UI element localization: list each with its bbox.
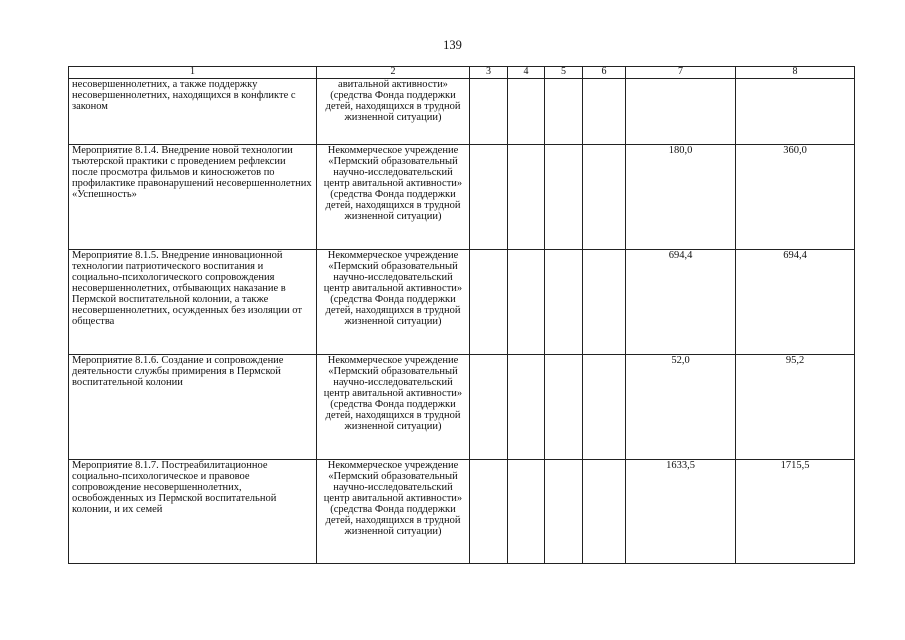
col-6-cell	[583, 145, 626, 250]
col-4-cell	[508, 145, 545, 250]
activity-description: Мероприятие 8.1.6. Создание и сопровождение деятельности службы примирения в Пермской воспитательной колонии	[69, 355, 317, 460]
page-number: 139	[443, 38, 462, 52]
col-3-cell	[470, 460, 508, 564]
table-row	[69, 79, 855, 145]
header-col-7: 7	[626, 67, 736, 79]
col-7-cell: 180,0	[626, 145, 736, 250]
col-5-cell	[545, 460, 583, 564]
col-7-cell: 52,0	[626, 355, 736, 460]
header-col-6: 6	[583, 67, 626, 79]
col-5-cell	[545, 79, 583, 145]
program-table	[68, 66, 855, 564]
executor-cell: авитальной активности» (средства Фонда поддержки детей, находящихся в трудной жизненной ситуации)	[317, 79, 470, 145]
executor-cell: Некоммерческое учреждение «Пермский образовательный научно-исследовательский центр авитальной активности» (средства Фонда поддержки детей, находящихся в трудной жизненной ситуации)	[317, 355, 470, 460]
col-6-cell	[583, 460, 626, 564]
header-col-4: 4	[508, 67, 545, 79]
col-7-cell: 694,4	[626, 250, 736, 355]
header-col-3: 3	[470, 67, 508, 79]
col-3-cell	[470, 250, 508, 355]
col-5-cell	[545, 355, 583, 460]
header-col-2: 2	[317, 67, 470, 79]
col-6-cell	[583, 355, 626, 460]
executor-cell: Некоммерческое учреждение «Пермский образовательный научно-исследовательский центр авитальной активности» (средства Фонда поддержки детей, находящихся в трудной жизненной ситуации)	[317, 460, 470, 564]
col-5-cell	[545, 250, 583, 355]
col-8-cell	[736, 79, 855, 145]
col-3-cell	[470, 355, 508, 460]
col-4-cell	[508, 250, 545, 355]
table-row	[69, 460, 855, 564]
col-4-cell	[508, 79, 545, 145]
col-6-cell	[583, 79, 626, 145]
activity-description: Мероприятие 8.1.7. Постреабилитационное социально-психологическое и правовое сопровождение несовершеннолетних, освобожденных из Пермской воспитательной колонии, и их семей	[69, 460, 317, 564]
activity-description: несовершеннолетних, а также поддержку несовершеннолетних, находящихся в конфликте с законом	[69, 79, 317, 145]
col-8-cell: 1715,5	[736, 460, 855, 564]
activity-description: Мероприятие 8.1.5. Внедрение инновационной технологии патриотического воспитания и социально-психологического сопровождения несовершеннолетних, отбывающих наказание в Пермской воспитательной колонии, а также несовершеннолетних, осужденных без изоляции от общества	[69, 250, 317, 355]
header-col-8: 8	[736, 67, 855, 79]
header-row	[69, 67, 855, 79]
col-4-cell	[508, 460, 545, 564]
col-8-cell: 694,4	[736, 250, 855, 355]
table-row	[69, 355, 855, 460]
table-row	[69, 145, 855, 250]
col-4-cell	[508, 355, 545, 460]
col-5-cell	[545, 145, 583, 250]
col-7-cell: 1633,5	[626, 460, 736, 564]
col-3-cell	[470, 145, 508, 250]
header-col-1: 1	[69, 67, 317, 79]
col-8-cell: 95,2	[736, 355, 855, 460]
col-8-cell: 360,0	[736, 145, 855, 250]
executor-cell: Некоммерческое учреждение «Пермский образовательный научно-исследовательский центр авитальной активности» (средства Фонда поддержки детей, находящихся в трудной жизненной ситуации)	[317, 145, 470, 250]
col-3-cell	[470, 79, 508, 145]
col-6-cell	[583, 250, 626, 355]
executor-cell: Некоммерческое учреждение «Пермский образовательный научно-исследовательский центр авитальной активности» (средства Фонда поддержки детей, находящихся в трудной жизненной ситуации)	[317, 250, 470, 355]
activity-description: Мероприятие 8.1.4. Внедрение новой технологии тьютерской практики с проведением рефлексии после просмотра фильмов и киносюжетов по профилактике правонарушений несовершеннолетних «Успешность»	[69, 145, 317, 250]
col-7-cell	[626, 79, 736, 145]
header-col-5: 5	[545, 67, 583, 79]
table-row	[69, 250, 855, 355]
